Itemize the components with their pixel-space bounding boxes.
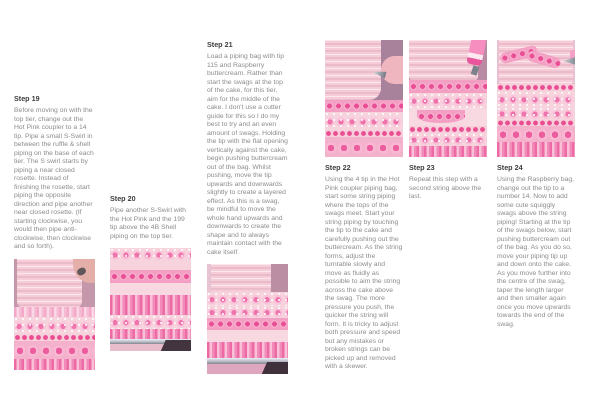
rosette-band bbox=[207, 306, 288, 318]
step-23-body: Repeat this step with a second string above the last. bbox=[409, 176, 482, 200]
step-23-section bbox=[409, 40, 487, 202]
step-20-body: Pipe another S-Swirl with the Hot Pink and the 199 tip above the 4B Shell piping on the top tier. bbox=[110, 207, 186, 240]
step-19-figure bbox=[14, 259, 95, 370]
step-21-title: Step 21 bbox=[207, 40, 233, 49]
ruffle-band bbox=[110, 248, 191, 261]
step-22-body: Using the 4 tip in the Hot Pink coupler piping bag, start some string piping where the tops of the swags meet. Start your string piping by touching the tip to the cake and carefully pushing out the buttercream. As the string forms, adjust the turntable slowly and move as fluidly as possible to aim the string across the cake above the swag. The more pressure you push, the quicker the string will form. It is tricky to adjust both pressure and speed but any mistakes or broken strings can be picked up and removed with a skewer. bbox=[325, 176, 403, 370]
smooth-band bbox=[110, 261, 191, 270]
cake-ridged-tier bbox=[325, 40, 381, 100]
step-22-cake-photo bbox=[325, 40, 403, 157]
rosette-band bbox=[110, 315, 191, 329]
step-19-section bbox=[14, 94, 95, 370]
step-19-title: Step 19 bbox=[14, 94, 40, 103]
bead-band bbox=[409, 126, 487, 133]
piping-bag bbox=[466, 40, 486, 66]
step-22-figure bbox=[325, 40, 403, 157]
hand bbox=[381, 56, 403, 84]
rosette-band bbox=[14, 317, 95, 334]
smooth-band bbox=[110, 283, 191, 295]
step-20-cake-photo bbox=[110, 248, 191, 351]
step-24-body: Using the Raspberry bag, change out the tip to a number 14. Now to add some cute squiggly swags above the string piping! Starting at the tip of the swags below, start pushing buttercream out of the bag. As you do so, move your piping tip up and down onto the cake. As you move further into the centre of the swag, taper the length larger and then smaller again once you move upwards towards the end of the swag. bbox=[497, 176, 575, 328]
step-20-section bbox=[110, 194, 191, 351]
rosette-band bbox=[325, 112, 403, 130]
step-24-section bbox=[497, 40, 575, 329]
rosette-band bbox=[207, 318, 288, 330]
rosette-band bbox=[110, 270, 191, 283]
rosette-band bbox=[325, 137, 403, 157]
rosette-band bbox=[497, 91, 575, 107]
step-21-section bbox=[207, 40, 288, 374]
step-19-cake-photo bbox=[14, 259, 95, 370]
step-19-body: Before moving on with the top tier, change out the Hot Pink coupler to a 14 tip. Pipe a small S-Swirl in between the ruffle & shell piping on the base of each tier. The S swirl starts by piping a near closed rosette. Instead of finishing the rosette, start piping the opposite direction and pipe another near closed rosette. (If starting clockwise, you would then pipe anti-clockwise, then clockwise and so forth). bbox=[14, 107, 94, 250]
step-22-section bbox=[325, 40, 403, 372]
ruffle-band bbox=[497, 142, 575, 157]
rosette-band bbox=[409, 80, 487, 93]
rosette-band bbox=[325, 100, 403, 112]
ruffle-band bbox=[409, 146, 487, 157]
swag-band bbox=[207, 342, 288, 358]
swag-arc bbox=[417, 110, 465, 123]
rosette-band bbox=[409, 133, 487, 146]
background-shadow bbox=[160, 340, 191, 351]
rosette-band bbox=[497, 107, 575, 120]
step-23-title: Step 23 bbox=[409, 163, 435, 172]
step-21-figure bbox=[207, 264, 288, 374]
bead-band bbox=[497, 84, 575, 91]
step-20-title: Step 20 bbox=[110, 194, 136, 203]
swag-band bbox=[110, 295, 191, 315]
step-21-cake-photo bbox=[207, 264, 288, 374]
bead-band bbox=[325, 130, 403, 137]
rosette-band bbox=[497, 126, 575, 142]
ruffle-band bbox=[110, 329, 191, 339]
step-24-figure bbox=[497, 40, 575, 157]
step-20-figure bbox=[110, 248, 191, 351]
step-22-title: Step 22 bbox=[325, 163, 351, 172]
step-24-cake-photo bbox=[497, 40, 575, 157]
step-23-cake-photo bbox=[409, 40, 487, 157]
background-shadow bbox=[261, 362, 288, 374]
ruffle-band bbox=[14, 307, 95, 317]
bead-band bbox=[14, 334, 95, 341]
step-23-figure bbox=[409, 40, 487, 157]
rosette-band bbox=[207, 292, 288, 306]
rosette-band bbox=[14, 341, 95, 359]
step-21-body: Load a piping bag with tip 115 and Raspberry buttercream. Rather than start the swags at the top of the cake, for this tier, aim for the middle of the cake. I don't use a cutter guide for this so I do my best to try and an even amount of swags. Holding the tip with the flat opening vertically against the cake, begin pushing buttercream out of the bag. Whilst pushing, move the tip upwards and downwards slightly to create a layered effect. As this is a swag, be mindful to move the whole hand upwards and downwards to create the shape and to always maintain contact with the cake itself. bbox=[207, 53, 288, 256]
smooth-band bbox=[207, 330, 288, 342]
cake-ridged-tier bbox=[211, 264, 271, 294]
rosette-band bbox=[409, 93, 487, 108]
step-24-title: Step 24 bbox=[497, 163, 523, 172]
ruffle-band bbox=[14, 359, 95, 370]
